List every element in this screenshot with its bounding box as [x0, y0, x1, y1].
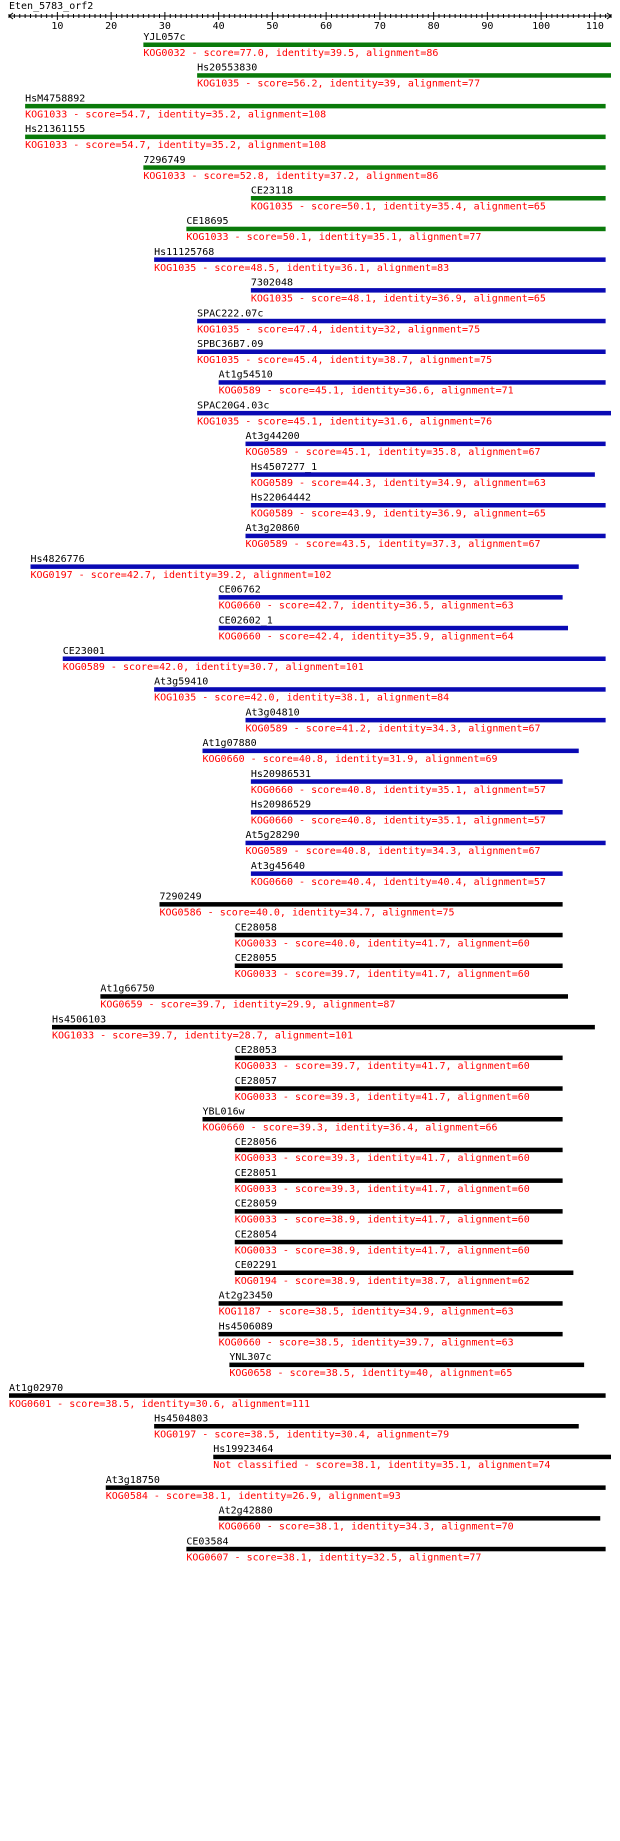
hit-bar — [186, 1547, 605, 1552]
hit-bar — [235, 1271, 574, 1276]
hit-bar — [203, 749, 579, 754]
axis-tick-label: 20 — [105, 21, 118, 32]
hit-row — [25, 124, 606, 151]
hit-detail: KOG0589 - score=40.8, identity=34.3, alignment=67 — [245, 846, 541, 858]
hit-name: 7302048 — [250, 277, 294, 289]
hit-row — [160, 892, 563, 919]
hit-detail: Not classified - score=38.1, identity=35.1, alignment=74 — [213, 1460, 551, 1472]
hit-detail: KOG0660 - score=38.1, identity=34.3, alignment=70 — [218, 1521, 514, 1533]
hit-bar — [143, 165, 605, 170]
hit-detail: KOG1035 - score=56.2, identity=39, alignment=77 — [197, 78, 481, 90]
hit-name: At1g54510 — [218, 369, 273, 381]
hit-row — [154, 677, 606, 704]
hit-name: CE18695 — [186, 216, 229, 228]
hit-detail: KOG0660 - score=40.4, identity=40.4, alignment=57 — [250, 876, 546, 888]
hit-detail: KOG0660 - score=42.7, identity=36.5, alignment=63 — [218, 600, 514, 612]
hit-row — [235, 953, 563, 980]
hit-detail: KOG1033 - score=54.7, identity=35.2, alignment=108 — [25, 140, 327, 152]
hit-detail: KOG0589 - score=45.1, identity=36.6, alignment=71 — [218, 385, 514, 397]
hit-detail: KOG1033 - score=50.1, identity=35.1, alignment=77 — [186, 232, 482, 244]
hit-bar — [246, 442, 606, 447]
hit-row — [251, 462, 595, 489]
hit-detail: KOG0033 - score=39.3, identity=41.7, alignment=60 — [234, 1153, 530, 1165]
hit-name: YNL307c — [229, 1352, 272, 1364]
hit-detail: KOG1033 - score=54.7, identity=35.2, alignment=108 — [25, 109, 327, 121]
hit-name: At1g07880 — [202, 738, 257, 750]
hit-name: 7290249 — [159, 891, 202, 903]
hit-name: 7296749 — [143, 154, 186, 166]
x-axis — [9, 12, 611, 32]
hit-detail: KOG1035 - score=50.1, identity=35.4, alignment=65 — [250, 201, 546, 213]
hit-detail: KOG0033 - score=40.0, identity=41.7, alignment=60 — [234, 938, 530, 950]
hit-row — [203, 1107, 563, 1134]
hit-row — [197, 308, 606, 335]
hit-name: YBL016w — [202, 1106, 245, 1118]
hit-bar — [235, 1056, 563, 1061]
hit-row — [143, 32, 611, 59]
hit-bar — [235, 1209, 563, 1214]
axis-tick-label: 100 — [532, 21, 551, 32]
hit-row — [106, 1475, 606, 1502]
hit-bar — [251, 810, 563, 815]
hit-row — [246, 523, 606, 550]
hit-bar — [235, 1086, 563, 1091]
hit-name: At3g18750 — [105, 1474, 160, 1486]
hit-row — [235, 1199, 563, 1226]
hit-bar — [52, 1025, 595, 1030]
hit-row — [251, 186, 606, 213]
hit-detail: KOG0660 - score=40.8, identity=31.9, alignment=69 — [202, 754, 498, 766]
hit-list — [9, 32, 611, 1563]
hit-row — [186, 216, 605, 243]
hit-name: At2g23450 — [218, 1290, 273, 1302]
hit-row — [100, 984, 568, 1011]
hit-name: Hs20986531 — [250, 768, 312, 780]
hit-detail: KOG0659 - score=39.7, identity=29.9, alignment=87 — [100, 999, 396, 1011]
axis-tick-label: 110 — [585, 21, 604, 32]
hit-name: At1g02970 — [9, 1382, 64, 1394]
hit-row — [52, 1014, 595, 1041]
hit-bar — [160, 902, 563, 907]
hit-row — [251, 861, 563, 888]
hit-bar — [246, 534, 606, 539]
hit-bar — [219, 380, 606, 385]
hit-bar — [203, 1117, 563, 1122]
hit-row — [197, 63, 611, 90]
hit-bar — [154, 257, 606, 262]
hit-row — [251, 769, 563, 796]
hit-detail: KOG0589 - score=43.5, identity=37.3, alignment=67 — [245, 539, 541, 551]
hit-row — [143, 155, 605, 182]
hit-name: Hs19923464 — [213, 1444, 274, 1456]
hit-detail: KOG1035 - score=42.0, identity=38.1, alignment=84 — [154, 692, 450, 704]
chart-title: Eten_5783_orf2 — [9, 1, 94, 12]
hit-detail: KOG0032 - score=77.0, identity=39.5, alignment=86 — [143, 48, 439, 59]
axis-tick-label: 40 — [212, 21, 225, 32]
hit-row — [235, 922, 563, 949]
hit-name: Hs4507277_1 — [250, 461, 318, 473]
hit-name: CE03584 — [186, 1536, 229, 1548]
hit-name: At2g42880 — [218, 1505, 273, 1517]
hit-row — [154, 1414, 579, 1441]
hit-row — [246, 830, 606, 857]
hit-bar — [63, 657, 606, 662]
hit-name: HsM4758892 — [25, 93, 86, 105]
hit-name: SPAC222.07c — [197, 308, 264, 320]
hit-bar — [25, 135, 606, 140]
hit-row — [219, 615, 568, 642]
hit-detail: KOG0660 - score=42.4, identity=35.9, alignment=64 — [218, 631, 514, 643]
hit-bar — [246, 718, 606, 723]
hit-bar — [246, 841, 606, 846]
hit-name: At3g04810 — [245, 707, 300, 719]
hit-bar — [235, 1178, 563, 1183]
hit-bar — [229, 1363, 584, 1368]
hit-row — [251, 800, 563, 827]
hit-bar — [251, 288, 606, 293]
hit-bar — [251, 472, 595, 477]
hit-row — [251, 493, 606, 520]
hit-name: CE02291 — [234, 1260, 277, 1271]
hit-row — [213, 1444, 611, 1471]
hit-detail: KOG0197 - score=42.7, identity=39.2, alignment=102 — [30, 569, 332, 581]
hit-detail: KOG0584 - score=38.1, identity=26.9, alignment=93 — [105, 1490, 401, 1502]
hit-detail: KOG1035 - score=48.5, identity=36.1, alignment=83 — [154, 262, 450, 274]
hit-name: Hs11125768 — [154, 246, 215, 258]
hit-name: At5g28290 — [245, 830, 300, 842]
hit-bar — [154, 1424, 579, 1429]
hit-name: CE28053 — [234, 1045, 277, 1057]
hit-detail: KOG0589 - score=43.9, identity=36.9, alignment=65 — [250, 508, 546, 520]
hit-row — [203, 738, 579, 765]
hit-detail: KOG0658 - score=38.5, identity=40, alignment=65 — [229, 1368, 513, 1380]
hit-bar — [106, 1485, 606, 1490]
hit-row — [197, 400, 611, 427]
hit-bar — [197, 350, 606, 355]
hit-row — [197, 339, 606, 366]
hit-name: At3g20860 — [245, 523, 300, 535]
axis-tick-label: 90 — [481, 21, 494, 32]
hit-row — [235, 1137, 563, 1164]
hit-detail: KOG0589 - score=41.2, identity=34.3, alignment=67 — [245, 723, 541, 735]
hit-row — [229, 1352, 584, 1379]
hit-detail: KOG0660 - score=40.8, identity=35.1, alignment=57 — [250, 784, 546, 796]
hit-detail: KOG0194 - score=38.9, identity=38.7, alignment=62 — [234, 1276, 530, 1287]
hit-bar — [219, 1516, 601, 1521]
axis-tick-label: 70 — [373, 21, 386, 32]
hit-detail: KOG1033 - score=39.7, identity=28.7, alignment=101 — [52, 1030, 354, 1042]
hit-name: At3g45640 — [250, 860, 306, 872]
hit-name: CE28056 — [234, 1137, 277, 1149]
hit-bar — [251, 503, 606, 508]
hit-bar — [219, 626, 568, 631]
hit-name: Hs20553830 — [197, 62, 258, 74]
hit-detail: KOG1187 - score=38.5, identity=34.9, alignment=63 — [218, 1306, 514, 1318]
hit-detail: KOG0033 - score=39.3, identity=41.7, alignment=60 — [234, 1091, 530, 1103]
hit-bar — [197, 73, 611, 78]
hit-bar — [235, 933, 563, 938]
hit-row — [235, 1045, 563, 1072]
hit-row — [235, 1168, 563, 1195]
hit-row — [246, 431, 606, 458]
hit-detail: KOG0601 - score=38.5, identity=30.6, alignment=111 — [9, 1398, 311, 1410]
hit-detail: KOG0589 - score=44.3, identity=34.9, alignment=63 — [250, 477, 546, 489]
hit-detail: KOG0589 - score=45.1, identity=35.8, alignment=67 — [245, 447, 541, 459]
hit-name: CE28059 — [234, 1198, 277, 1210]
axis-tick-label: 50 — [266, 21, 279, 32]
hit-detail: KOG0660 - score=39.3, identity=36.4, alignment=66 — [202, 1122, 498, 1134]
hit-name: CE28054 — [234, 1229, 277, 1241]
hit-name: At1g66750 — [100, 983, 155, 995]
hit-detail: KOG0589 - score=42.0, identity=30.7, alignment=101 — [62, 662, 364, 673]
hit-bar — [251, 779, 563, 784]
hit-detail: KOG0033 - score=39.3, identity=41.7, alignment=60 — [234, 1183, 530, 1195]
hit-name: Hs4506103 — [52, 1014, 107, 1026]
hit-detail: KOG1033 - score=52.8, identity=37.2, alignment=86 — [143, 170, 439, 182]
hit-bar — [213, 1455, 611, 1460]
hit-bar — [235, 1148, 563, 1153]
hit-name: CE28058 — [234, 922, 277, 934]
hit-name: CE28055 — [234, 953, 277, 964]
hit-name: SPBC36B7.09 — [197, 339, 264, 350]
hit-name: Hs22064442 — [250, 492, 312, 504]
hit-row — [25, 93, 606, 120]
hit-detail: KOG0660 - score=38.5, identity=39.7, alignment=63 — [218, 1337, 514, 1349]
hit-row — [63, 646, 606, 673]
hit-detail: KOG0033 - score=39.7, identity=41.7, alignment=60 — [234, 1061, 530, 1073]
hit-detail: KOG1035 - score=45.4, identity=38.7, alignment=75 — [197, 355, 493, 366]
hit-name: Hs21361155 — [25, 124, 86, 136]
hit-name: Hs4504803 — [154, 1413, 209, 1425]
hit-detail: KOG0033 - score=38.9, identity=41.7, alignment=60 — [234, 1214, 530, 1226]
hit-name: CE23001 — [62, 646, 105, 657]
hit-name: CE02602_1 — [218, 615, 273, 627]
hit-row — [31, 554, 579, 581]
hit-row — [9, 1383, 606, 1410]
axis-tick-label: 60 — [320, 21, 333, 32]
hit-bar — [251, 871, 563, 876]
hit-detail: KOG1035 - score=48.1, identity=36.9, alignment=65 — [250, 293, 546, 305]
hit-bar — [219, 1301, 563, 1306]
hit-bar — [25, 104, 606, 109]
hit-row — [219, 370, 606, 397]
hit-bar — [31, 564, 579, 569]
hit-detail: KOG0033 - score=39.7, identity=41.7, alignment=60 — [234, 969, 530, 980]
hit-row — [219, 585, 563, 612]
hit-bar — [143, 43, 611, 48]
hit-detail: KOG0033 - score=38.9, identity=41.7, alignment=60 — [234, 1245, 530, 1257]
hit-bar — [9, 1393, 606, 1398]
hit-bar — [251, 196, 606, 201]
hit-name: CE28057 — [234, 1075, 277, 1087]
hit-name: Hs4506089 — [218, 1321, 273, 1333]
hit-bar — [197, 411, 611, 416]
axis-tick-label: 80 — [427, 21, 440, 32]
hit-row — [251, 278, 606, 305]
hit-name: YJL057c — [143, 32, 186, 43]
hit-row — [235, 1260, 574, 1287]
axis-tick-label: 10 — [51, 21, 64, 32]
hit-bar — [219, 1332, 563, 1337]
hit-name: SPAC20G4.03c — [197, 400, 270, 412]
hit-detail: KOG0197 - score=38.5, identity=30.4, alignment=79 — [154, 1429, 450, 1441]
hit-name: At3g44200 — [245, 431, 300, 443]
hit-name: At3g59410 — [154, 676, 209, 688]
hit-row — [186, 1536, 605, 1563]
hit-bar — [100, 994, 568, 999]
axis-tick-label: 30 — [158, 21, 171, 32]
hit-detail: KOG0586 - score=40.0, identity=34.7, alignment=75 — [159, 907, 455, 919]
hit-bar — [186, 227, 605, 232]
hit-bar — [154, 687, 606, 692]
hit-name: CE06762 — [218, 584, 261, 596]
hit-bar — [235, 964, 563, 969]
hit-bar — [235, 1240, 563, 1245]
hit-row — [219, 1506, 601, 1533]
hit-row — [154, 247, 606, 274]
hit-bar — [197, 319, 606, 324]
hit-row — [219, 1321, 563, 1348]
hit-name: CE23118 — [250, 185, 294, 197]
hit-bar — [219, 595, 563, 600]
hit-name: CE28051 — [234, 1167, 277, 1179]
hit-row — [219, 1291, 563, 1318]
hit-detail: KOG1035 - score=47.4, identity=32, alignment=75 — [197, 324, 481, 336]
hit-row — [235, 1076, 563, 1103]
hit-detail: KOG0660 - score=40.8, identity=35.1, alignment=57 — [250, 815, 546, 827]
hit-name: Hs20986529 — [250, 799, 312, 811]
hit-row — [246, 707, 606, 734]
hit-detail: KOG1035 - score=45.1, identity=31.6, alignment=76 — [197, 416, 493, 428]
hit-detail: KOG0607 - score=38.1, identity=32.5, alignment=77 — [186, 1552, 482, 1564]
hit-row — [235, 1229, 563, 1256]
hit-name: Hs4826776 — [30, 553, 85, 565]
